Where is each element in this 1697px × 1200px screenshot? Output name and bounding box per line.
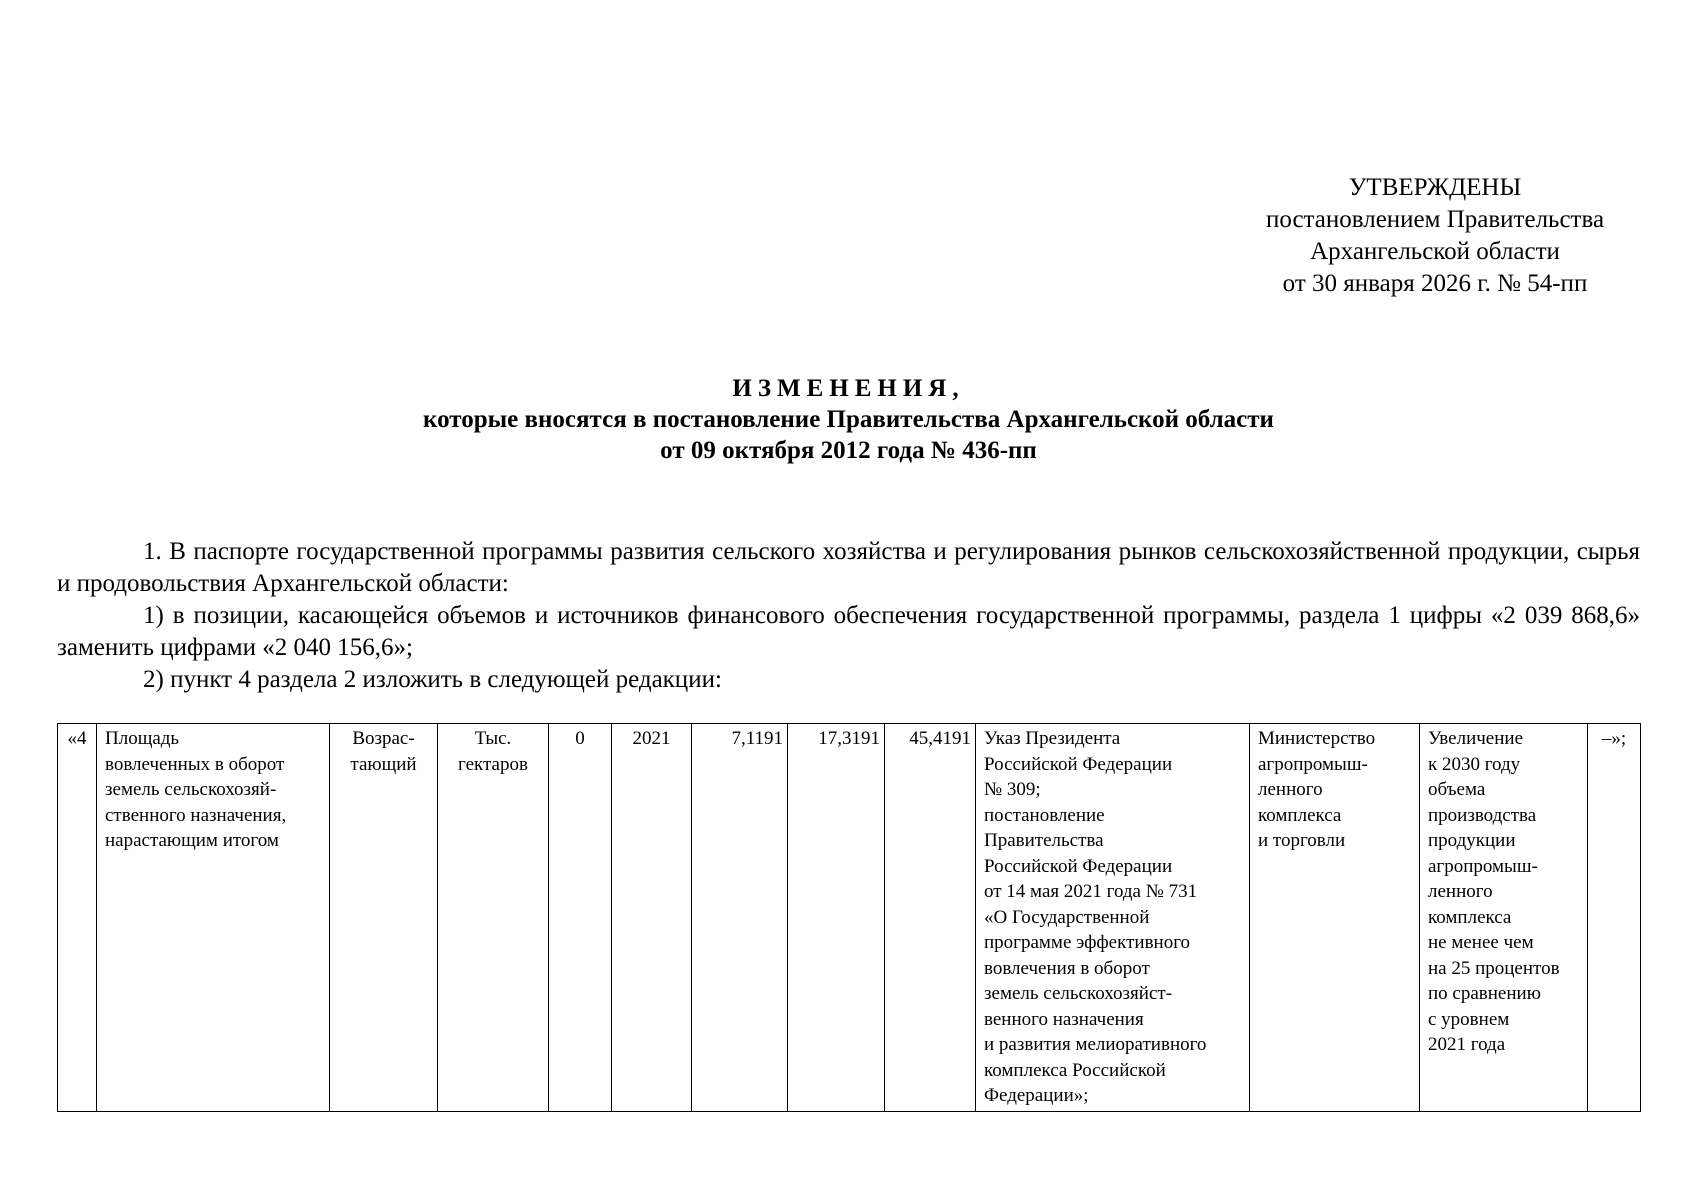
approval-line-resolution: постановлением Правительства — [1265, 206, 1605, 233]
title-reference: от 09 октября 2012 года № 436-пп — [660, 437, 1037, 464]
cell-base-year: 2021 — [612, 724, 692, 1112]
approval-stamp-block — [1190, 172, 1680, 300]
approval-line-date: от 30 января 2026 г. № 54-пп — [1282, 270, 1588, 297]
document-body — [57, 536, 1640, 696]
title-subtitle: которые вносятся в постановление Правительства Архангельской области — [423, 406, 1274, 433]
cell-responsible: Министерство агропромыш- ленного комплекса и торговли — [1250, 724, 1420, 1112]
table-row — [58, 724, 1641, 1112]
paragraph-item-1: 1) в позиции, касающейся объемов и источников финансового обеспечения государственной программы, раздела 1 цифры «2 039 868,6» заменить цифрами «2 040 156,6»; — [57, 602, 1640, 661]
cell-number: «4 — [58, 724, 97, 1112]
cell-document: Указ Президента Российской Федерации № 309; постановление Правительства Российской Федерации от 14 мая 2021 года № 731 «О Государственной программе эффективного вовлечения в оборот земель сельскохозяйст- венного назначения и развития мелиоративного комплекса Российской Федерации»; — [976, 724, 1250, 1112]
title-main: ИЗМЕНЕНИЯ, — [732, 375, 965, 402]
cell-value-2: 17,3191 — [788, 724, 885, 1112]
cell-unit: Тыс. гектаров — [438, 724, 549, 1112]
cell-value-1: 7,1191 — [692, 724, 788, 1112]
cell-end-mark: –»; — [1588, 724, 1641, 1112]
cell-indicator: Площадь вовлеченных в оборот земель сельскохозяй- ственного назначения, нарастающим итогом — [97, 724, 330, 1112]
cell-base-value: 0 — [549, 724, 612, 1112]
amendment-table — [57, 723, 1641, 1112]
approval-line-region: Архангельской области — [1310, 238, 1560, 265]
approval-heading: УТВЕРЖДЕНЫ — [1348, 174, 1522, 201]
document-title — [0, 373, 1697, 466]
cell-goal: Увеличение к 2030 году объема производства продукции агропромыш- ленного комплекса не менее чем на 25 процентов по сравнению с уровнем 2021 года — [1420, 724, 1588, 1112]
paragraph-1: 1. В паспорте государственной программы развития сельского хозяйства и регулирования рынков сельскохозяйственной продукции, сырья и продовольствия Архангельской области: — [57, 538, 1640, 597]
cell-value-3: 45,4191 — [885, 724, 976, 1112]
cell-type: Возрас- тающий — [330, 724, 438, 1112]
paragraph-item-2: 2) пункт 4 раздела 2 изложить в следующей редакции: — [143, 666, 722, 693]
